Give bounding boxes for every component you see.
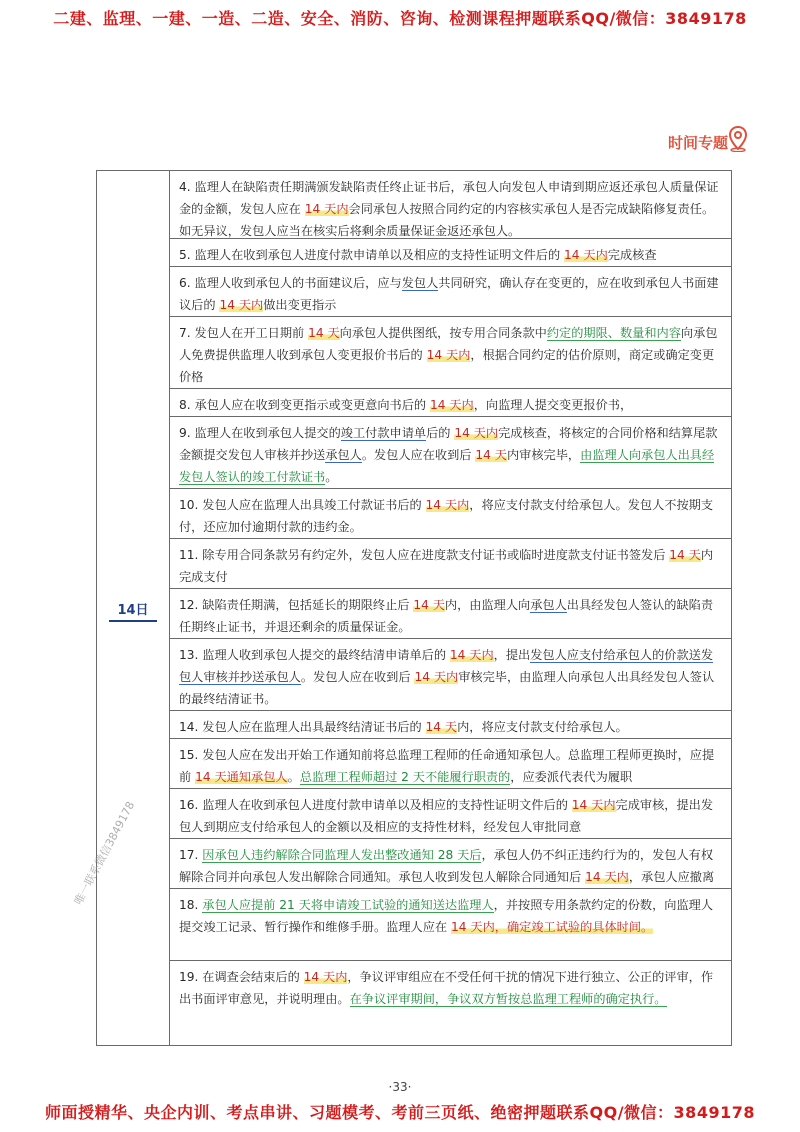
item-text: ，将应支付款支付给承包人。发包人不按期支付，还应加付逾期付款的违约金。 bbox=[179, 498, 714, 534]
location-pin-icon bbox=[728, 126, 748, 152]
highlighted-text: 14 天内 bbox=[564, 248, 608, 262]
list-item bbox=[169, 489, 731, 539]
highlighted-text: 发包人 bbox=[401, 276, 439, 290]
item-text: 16. 监理人在收到承包人进度付款申请单以及相应的支持性证明文件后的 bbox=[179, 798, 572, 812]
list-item bbox=[169, 589, 731, 639]
item-text: 完成核查，将核定的合同价格和结算尾款金额提交发包人审核并抄送 bbox=[179, 426, 718, 462]
highlighted-text: 14 天内 bbox=[425, 498, 470, 512]
item-text: 9. 监理人在收到承包人提交的 bbox=[179, 426, 341, 440]
highlighted-text: 14 天内 bbox=[429, 398, 474, 412]
page-number: ·33· bbox=[388, 1080, 412, 1094]
item-text: ，向监理人提交变更报价书， bbox=[473, 398, 633, 412]
item-text: 19. 在调查会结束后的 bbox=[179, 970, 304, 984]
item-text: 14. 发包人应在监理人出具最终结清证书后的 bbox=[179, 720, 426, 734]
time-table bbox=[96, 170, 732, 1046]
item-text: 。 bbox=[325, 470, 338, 484]
item-text: 。 bbox=[287, 770, 300, 784]
item-text: 7. 发包人在开工日期前 bbox=[179, 326, 309, 340]
item-text: 后的 bbox=[426, 426, 455, 440]
highlighted-text: 14 天 bbox=[425, 720, 458, 734]
item-text: 5. 监理人在收到承包人进度付款申请单以及相应的支持性证明文件后的 bbox=[179, 248, 565, 262]
row-label: 14日 bbox=[109, 599, 157, 622]
list-item bbox=[169, 839, 731, 889]
list-item bbox=[169, 267, 731, 317]
bottom-contact-banner: 师面授精华、央企内训、考点串讲、习题模考、考前三页纸、绝密押题联系QQ/微信：3849178 bbox=[45, 1103, 755, 1122]
highlighted-text: 14 天内 bbox=[585, 870, 629, 884]
highlighted-text: 14 天内 bbox=[303, 970, 348, 984]
item-text: 内审核完毕， bbox=[506, 448, 581, 462]
watermark: 唯一联系微信3849178 bbox=[71, 799, 138, 908]
list-item bbox=[169, 539, 731, 589]
item-text: 13. 监理人收到承包人提交的最终结清申请单后的 bbox=[179, 648, 450, 662]
item-text: 审核完毕，由监理人向承包人出具经发包人签认的最终结清证书。 bbox=[179, 670, 715, 706]
item-text: 17. bbox=[179, 848, 203, 862]
list-item bbox=[169, 417, 731, 489]
highlighted-text: 14 天内 bbox=[571, 798, 616, 812]
item-text: 会同承包人按照合同约定的内容核实承包人是否完成缺陷修复责任。如无异议，发包人应当在核实后将剩余质量保证金返还承包人。 bbox=[179, 202, 715, 238]
highlighted-text: 14 天内 bbox=[426, 348, 471, 362]
highlighted-text: 约定的期限、数量和内容 bbox=[546, 326, 681, 340]
item-text: ，根据合同约定的估价原则，商定或确定变更价格 bbox=[179, 348, 715, 384]
list-item bbox=[169, 239, 731, 267]
item-text: 内，将应支付款支付给承包人。 bbox=[457, 720, 628, 734]
top-contact-banner: 二建、监理、一建、一造、二造、安全、消防、咨询、检测课程押题联系QQ/微信：3849178 bbox=[53, 9, 747, 28]
highlighted-text: 14 天内 bbox=[449, 648, 494, 662]
list-item bbox=[169, 711, 731, 739]
highlighted-text: 14 天内，确定竣工试验的具体时间。 bbox=[451, 920, 654, 934]
item-text: 做出变更指示 bbox=[263, 298, 337, 312]
item-text: ，承包人应撤离 bbox=[628, 870, 715, 884]
item-text: ，提出 bbox=[493, 648, 531, 662]
list-item bbox=[169, 789, 731, 839]
highlighted-text: 承包人 bbox=[530, 598, 567, 612]
list-item bbox=[169, 889, 731, 961]
list-item bbox=[169, 739, 731, 789]
highlighted-text: 在争议评审期间，争议双方暂按总监理工程师的确定执行。 bbox=[349, 992, 667, 1006]
list-item bbox=[169, 317, 731, 389]
item-text: 向承包人免费提供监理人收到承包人变更报价书后的 bbox=[179, 326, 718, 362]
highlighted-text: 承包人 bbox=[325, 448, 362, 462]
row-label-cell bbox=[97, 171, 170, 1045]
item-text: 向承包人提供图纸，按专用合同条款中 bbox=[339, 326, 547, 340]
highlighted-text: 由监理人向承包人出具经发包人签认的竣工付款证书 bbox=[179, 448, 715, 484]
list-item bbox=[169, 961, 731, 1035]
highlighted-text: 14 天通知承包人 bbox=[195, 770, 288, 784]
highlighted-text: 竣工付款申请单 bbox=[340, 426, 427, 440]
item-text: 18. bbox=[179, 898, 203, 912]
item-text: ，应委派代表代为履职 bbox=[510, 770, 633, 784]
item-text: 11. 除专用合同条款另有约定外，发包人应在进度款支付证书或临时进度款支付证书签发后 bbox=[179, 548, 670, 562]
highlighted-text: 14 天内 bbox=[454, 426, 499, 440]
item-text: ，争议评审组应在不受任何干扰的情况下进行独立、公正的评审，作出书面评审意见，并说明理由。 bbox=[179, 970, 714, 1006]
item-list bbox=[169, 171, 731, 1035]
highlighted-text: 14 天 bbox=[308, 326, 340, 340]
item-text: 共同研究，确认存在变更的，应在收到承包人书面建议后的 bbox=[179, 276, 719, 312]
item-text: 10. 发包人应在监理人出具竣工付款证书后的 bbox=[179, 498, 426, 512]
item-text: 出具经发包人签认的缺陷责任期终止证书，并退还剩余的质量保证金。 bbox=[179, 598, 714, 634]
item-text: 15. 发包人应在发出开始工作通知前将总监理工程师的任命通知承包人。总监理工程师更换时，应提前 bbox=[179, 748, 715, 784]
item-text: 8. 承包人应在收到变更指示或变更意向书后的 bbox=[179, 398, 430, 412]
highlighted-text: 14 天内 bbox=[414, 670, 459, 684]
highlighted-text: 14 天 bbox=[413, 598, 445, 612]
highlighted-text: 总监理工程师超过 2 天不能履行职责的 bbox=[299, 770, 511, 784]
highlighted-text: 14 天 bbox=[475, 448, 507, 462]
highlighted-text: 14 天内 bbox=[304, 202, 349, 216]
item-text: 内完成支付 bbox=[179, 548, 714, 584]
item-text: 6. 监理人收到承包人的书面建议后，应与 bbox=[179, 276, 402, 290]
item-text: ，承包人仍不纠正违约行为的，发包人有权解除合同并向承包人发出解除合同通知。承包人收到发包人解除合同通知后 bbox=[179, 848, 714, 884]
item-text: 12. 缺陷责任期满，包括延长的期限终止后 bbox=[179, 598, 414, 612]
item-text: 完成核查 bbox=[607, 248, 657, 262]
item-text: 。发包人应在收到后 bbox=[300, 670, 415, 684]
item-text: 内，由监理人向 bbox=[444, 598, 531, 612]
item-text: 4. 监理人在缺陷责任期满颁发缺陷责任终止证书后，承包人向发包人申请到期应返还承包人质量保证金的金额，发包人应在 bbox=[179, 180, 719, 216]
list-item bbox=[169, 639, 731, 711]
item-text: ，并按照专用条款约定的份数，向监理人提交竣工记录、暂行操作和维修手册。监理人应在 bbox=[179, 898, 714, 934]
list-item bbox=[169, 171, 731, 239]
item-text: 完成审核，提出发包人到期应支付给承包人的金额以及相应的支持性材料，经发包人审批同意 bbox=[179, 798, 714, 834]
highlighted-text: 14 天内 bbox=[219, 298, 264, 312]
highlighted-text: 14 天 bbox=[669, 548, 701, 562]
highlighted-text: 承包人应提前 21 天将申请竣工试验的通知送达监理人 bbox=[202, 898, 494, 912]
highlighted-text: 因承包人违约解除合同监理人发出整改通知 28 天后 bbox=[202, 848, 482, 862]
highlighted-text: 发包人应支付给承包人的价款送发包人审核并抄送承包人 bbox=[179, 648, 714, 684]
item-text: 。发包人应在收到后 bbox=[361, 448, 476, 462]
list-item bbox=[169, 389, 731, 417]
section-title: 时间专题 bbox=[667, 134, 728, 152]
